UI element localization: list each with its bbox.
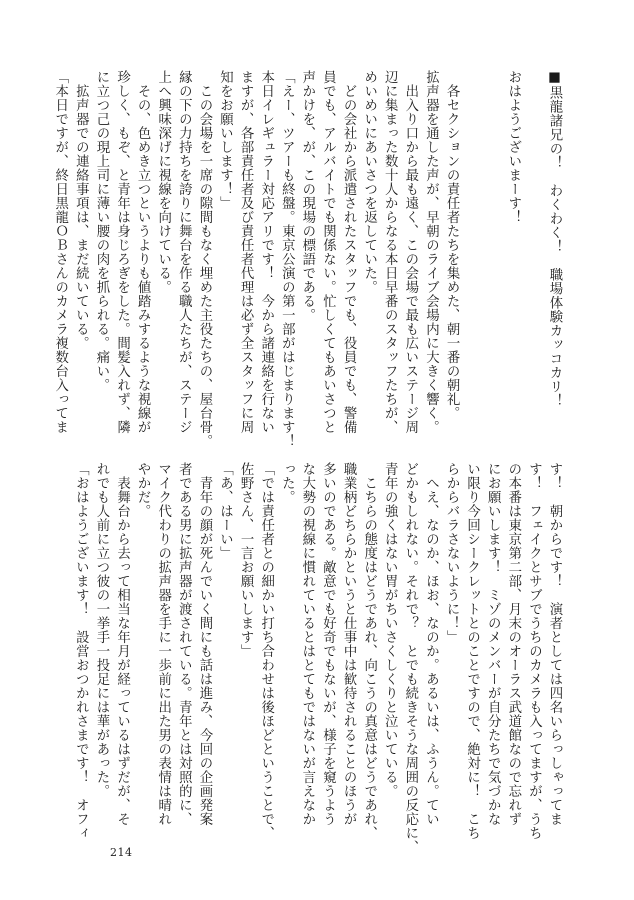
lower-text-line: れでも人前に立つ彼の一挙手一投足には華があった。 (93, 462, 109, 798)
lower-text-line: 職業柄どちらかというと仕事中は歓待されることのほうが (341, 462, 357, 826)
upper-text-line: 声かけを、が、この現場の標語である。 (299, 70, 315, 322)
upper-text-line: 出入り口から最も遠く、この会場で最も広いステージ周 (402, 70, 418, 434)
lower-text-line: す！ 朝からです！ 演者としては四名いらっしゃってま (547, 462, 562, 826)
upper-text-line: に立つ己の現上司に薄い腰の肉を抓られる。痛い。 (93, 70, 109, 392)
upper-text-line: 各セクションの責任者たちを集めた、朝一番の朝礼。 (444, 70, 460, 420)
upper-text-line: 辺に集まった数十人からなる本日早番のスタッフたちが、 (382, 70, 398, 434)
lower-text-line: にお願いします！ ミゾのメンバーが自分たちで気づかな (485, 462, 501, 826)
upper-text-line: おはようございまーす！ (505, 70, 521, 224)
lower-text-line: こちらの態度はどうであれ、向こうの真意はどうであれ、 (361, 462, 377, 840)
upper-text-line: その、色めき立つというよりも値踏みするような視線が (135, 70, 151, 434)
lower-text-line: どかもしれない。それで？ とでも続きそうな周囲の反応に、 (402, 462, 418, 854)
upper-text-line: 「えー、ツアーも終盤。東京公演の第一部がはじまります！ (279, 70, 295, 448)
lower-text-line: った。 (279, 462, 295, 504)
lower-text-line: 「おはようございます！ 設営おつかれさまです！ オフィ (73, 462, 89, 840)
upper-text-line (482, 70, 503, 440)
upper-text-line: 珍しく、もぞ、と青年は身じろぎをした。間髪入れず、隣 (114, 70, 130, 434)
upper-text-line: ■黒龍諸兄の！ わくわく！ 職場体験カッコカリ！ (547, 70, 562, 408)
upper-text-line: 「本日ですが、終日黒龍ＯＢさんのカメラ複数台入ってま (52, 70, 68, 434)
lower-text-line: な大勢の視線に慣れているとはとてもではないが言えなか (299, 462, 315, 826)
upper-text-line: どの会社から派遣されたスタッフでも、役員でも、警備 (341, 70, 357, 434)
upper-text-line: めいめいにあいさつを返していた。 (361, 70, 377, 294)
upper-text-line: この会場を一席の隙間もなく埋めた主役たちの、屋台骨。 (196, 70, 212, 448)
upper-text-line (461, 70, 482, 440)
upper-text-block (49, 70, 564, 448)
lower-text-line: す！ フェイクとサブでうちのカメラも入ってますが、うち (526, 462, 542, 840)
upper-text-line: 拡声器を通した声が、早朝のライブ会場内に大きく響く。 (423, 70, 439, 434)
lower-text-line: 佐野さん、一言お願いします」 (238, 462, 254, 658)
lower-text-line: の本番は東京第二部、月末のオーラス武道館なので忘れず (505, 462, 521, 826)
upper-text-line: 員でも、アルバイトでも関係ない。忙しくてもあいさつと (320, 70, 336, 434)
upper-text-line: 知をお願いします！」 (217, 70, 233, 210)
lower-text-line: らからバラさないように！」 (444, 462, 460, 644)
lower-text-line: 者である男に拡声器が渡されている。青年とは対照的に、 (176, 462, 192, 826)
lower-text-line: 「あ、はーい」 (217, 462, 233, 560)
lower-text-line: やかだ。 (135, 462, 151, 518)
lower-text-line: 多いのである。敵意でも好奇でもないが、様子を窺うよう (320, 462, 336, 826)
upper-text-line: 縁の下の力持ちを誇りに舞台を作る職人たちが、ステージ (176, 70, 192, 434)
lower-text-line: 「では責任者との細かい打ち合わせは後ほどということで、 (258, 462, 274, 840)
lower-text-line: 表舞台から去って相当な年月が経っているはずだが、そ (114, 462, 130, 826)
lower-text-line: い限り今回シークレットとのことですので、絶対に！ こち (464, 462, 480, 840)
upper-text-line: 拡声器での連絡事項は、まだ続いている。 (73, 70, 89, 350)
lower-text-line: へえ、なのか、ほお、なのか。あるいは、ふうん。てい (423, 462, 439, 826)
upper-text-line: 本日イレギュラー対応アリです！ 今から諸連絡を行ない (258, 70, 274, 434)
lower-text-line: 青年の顔が死んでいく間にも話は進み、今回の企画発案 (196, 462, 212, 826)
upper-text-line: 上へ興味深げに視線を向けている。 (155, 70, 171, 294)
page-number: 214 (110, 846, 133, 859)
upper-text-line (523, 70, 544, 440)
lower-text-line: マイク代わりの拡声器を手に一歩前に出た男の表情は晴れ (155, 462, 171, 826)
upper-text-line: ますが、各部責任者及び責任者代理は必ず全スタッフに周 (238, 70, 254, 434)
lower-text-line: 青年の強くはない胃がちいさくしくりと泣いている。 (382, 462, 398, 798)
